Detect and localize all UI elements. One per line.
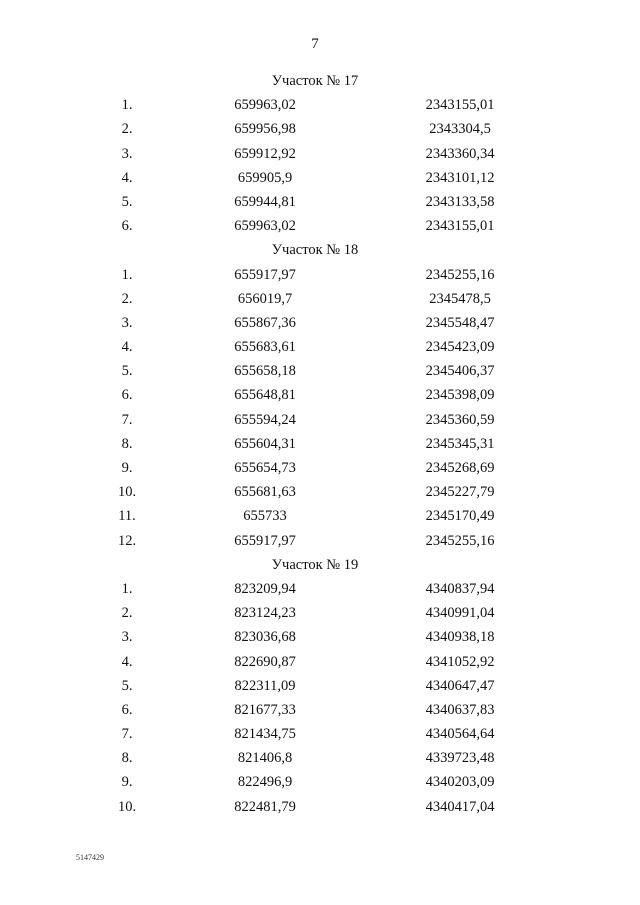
document-id: 5147429 — [76, 853, 104, 862]
table-row — [0, 625, 640, 649]
coordinate-x: 655733 — [243, 508, 287, 525]
point-number: 7. — [121, 726, 133, 743]
coordinate-x: 823036,68 — [234, 629, 296, 646]
coordinate-y: 4340837,94 — [425, 580, 495, 597]
point-number: 1. — [121, 580, 133, 597]
coordinate-x: 655594,24 — [234, 411, 296, 428]
point-number: 5. — [121, 677, 133, 694]
table-row — [0, 190, 640, 214]
coordinate-x: 659912,92 — [234, 145, 296, 162]
coordinate-y: 4341052,92 — [425, 653, 495, 670]
coordinate-x: 655683,61 — [234, 339, 296, 356]
coordinate-y: 2345423,09 — [425, 339, 495, 356]
coordinate-y: 2345227,79 — [425, 484, 495, 501]
coordinate-x: 822690,87 — [234, 653, 296, 670]
coordinates-table — [0, 69, 640, 819]
coordinate-y: 2345548,47 — [425, 314, 495, 331]
point-number: 4. — [121, 339, 133, 356]
coordinate-y: 2345478,5 — [429, 290, 491, 307]
coordinate-x: 655681,63 — [234, 484, 296, 501]
point-number: 11. — [118, 508, 136, 525]
table-row — [0, 93, 640, 117]
point-number: 1. — [121, 97, 133, 114]
coordinate-y: 2343360,34 — [425, 145, 495, 162]
point-number: 3. — [121, 145, 133, 162]
table-row — [0, 456, 640, 480]
section-title: Участок № 18 — [271, 242, 359, 259]
point-number: 6. — [121, 387, 133, 404]
coordinate-y: 2345345,31 — [425, 435, 495, 452]
section-title: Участок № 19 — [271, 556, 359, 573]
table-row — [0, 722, 640, 746]
coordinate-x: 822311,09 — [234, 677, 296, 694]
table-row — [0, 432, 640, 456]
point-number: 10. — [117, 798, 137, 815]
point-number: 5. — [121, 193, 133, 210]
table-row — [0, 529, 640, 553]
point-number: 4. — [121, 653, 133, 670]
point-number: 1. — [121, 266, 133, 283]
section-title: Участок № 17 — [271, 73, 359, 89]
table-row — [0, 214, 640, 238]
coordinate-x: 655917,97 — [234, 266, 296, 283]
coordinate-y: 2345255,16 — [425, 266, 495, 283]
coordinate-y: 2343155,01 — [425, 97, 495, 114]
coordinate-x: 823124,23 — [234, 605, 296, 622]
point-number: 7. — [121, 411, 133, 428]
table-row — [0, 577, 640, 601]
point-number: 12. — [117, 532, 137, 549]
coordinate-x: 655648,81 — [234, 387, 296, 404]
coordinate-x: 655654,73 — [234, 460, 296, 476]
coordinate-y: 4340938,18 — [425, 629, 495, 646]
coordinate-x: 659956,98 — [234, 121, 296, 138]
coordinate-y: 2345398,09 — [425, 387, 495, 404]
point-number: 2. — [121, 290, 133, 307]
table-row — [0, 674, 640, 698]
coordinate-x: 823209,94 — [234, 580, 296, 597]
coordinate-y: 2345268,69 — [425, 460, 495, 476]
table-row — [0, 263, 640, 287]
point-number: 4. — [121, 169, 133, 186]
coordinate-y: 4340203,09 — [425, 774, 495, 791]
table-row — [0, 383, 640, 407]
table-row — [0, 770, 640, 794]
coordinate-x: 822496,9 — [237, 774, 293, 791]
coordinate-y: 2345170,49 — [425, 508, 495, 525]
point-number: 5. — [121, 363, 133, 380]
point-number: 8. — [121, 750, 133, 767]
table-row — [0, 142, 640, 166]
table-row — [0, 311, 640, 335]
coordinate-y: 4340991,04 — [425, 605, 495, 622]
coordinate-x: 655604,31 — [234, 435, 296, 452]
coordinate-y: 2343101,12 — [425, 169, 495, 186]
point-number: 10. — [117, 484, 137, 501]
coordinate-y: 4340637,83 — [425, 701, 495, 718]
point-number: 2. — [121, 121, 133, 138]
coordinate-y: 2343304,5 — [429, 121, 491, 138]
coordinate-y: 4340564,64 — [425, 726, 495, 743]
point-number: 6. — [121, 218, 133, 235]
table-row — [0, 359, 640, 383]
point-number: 9. — [121, 774, 133, 791]
coordinate-y: 4339723,48 — [425, 750, 495, 767]
table-row — [0, 601, 640, 625]
coordinate-y: 4340647,47 — [425, 677, 495, 694]
table-row — [0, 287, 640, 311]
coordinate-x: 821677,33 — [234, 701, 296, 718]
coordinate-y: 2343133,58 — [425, 193, 495, 210]
coordinate-x: 655917,97 — [234, 532, 296, 549]
table-row — [0, 746, 640, 770]
table-row — [0, 335, 640, 359]
coordinate-x: 656019,7 — [237, 290, 293, 307]
coordinate-x: 822481,79 — [234, 798, 296, 815]
table-row — [0, 480, 640, 504]
table-row — [0, 117, 640, 141]
coordinate-x: 659963,02 — [234, 97, 296, 114]
point-number: 8. — [121, 435, 133, 452]
coordinate-y: 2343155,01 — [425, 218, 495, 235]
point-number: 3. — [121, 629, 133, 646]
coordinate-x: 655867,36 — [234, 314, 296, 331]
table-row — [0, 698, 640, 722]
table-row — [0, 166, 640, 190]
point-number: 6. — [121, 701, 133, 718]
coordinate-y: 2345360,59 — [425, 411, 495, 428]
table-row — [0, 650, 640, 674]
page-number: 7 — [311, 36, 319, 52]
table-row — [0, 504, 640, 528]
coordinate-x: 821434,75 — [234, 726, 296, 743]
coordinate-y: 2345406,37 — [425, 363, 495, 380]
coordinate-x: 821406,8 — [237, 750, 293, 767]
coordinate-x: 659963,02 — [234, 218, 296, 235]
point-number: 2. — [121, 605, 133, 622]
point-number: 3. — [121, 314, 133, 331]
point-number: 9. — [121, 460, 133, 476]
coordinate-x: 659944,81 — [234, 193, 296, 210]
table-row — [0, 795, 640, 819]
coordinate-x: 655658,18 — [234, 363, 296, 380]
table-row — [0, 408, 640, 432]
coordinate-y: 2345255,16 — [425, 532, 495, 549]
coordinate-y: 4340417,04 — [425, 798, 495, 815]
coordinate-x: 659905,9 — [237, 169, 293, 186]
